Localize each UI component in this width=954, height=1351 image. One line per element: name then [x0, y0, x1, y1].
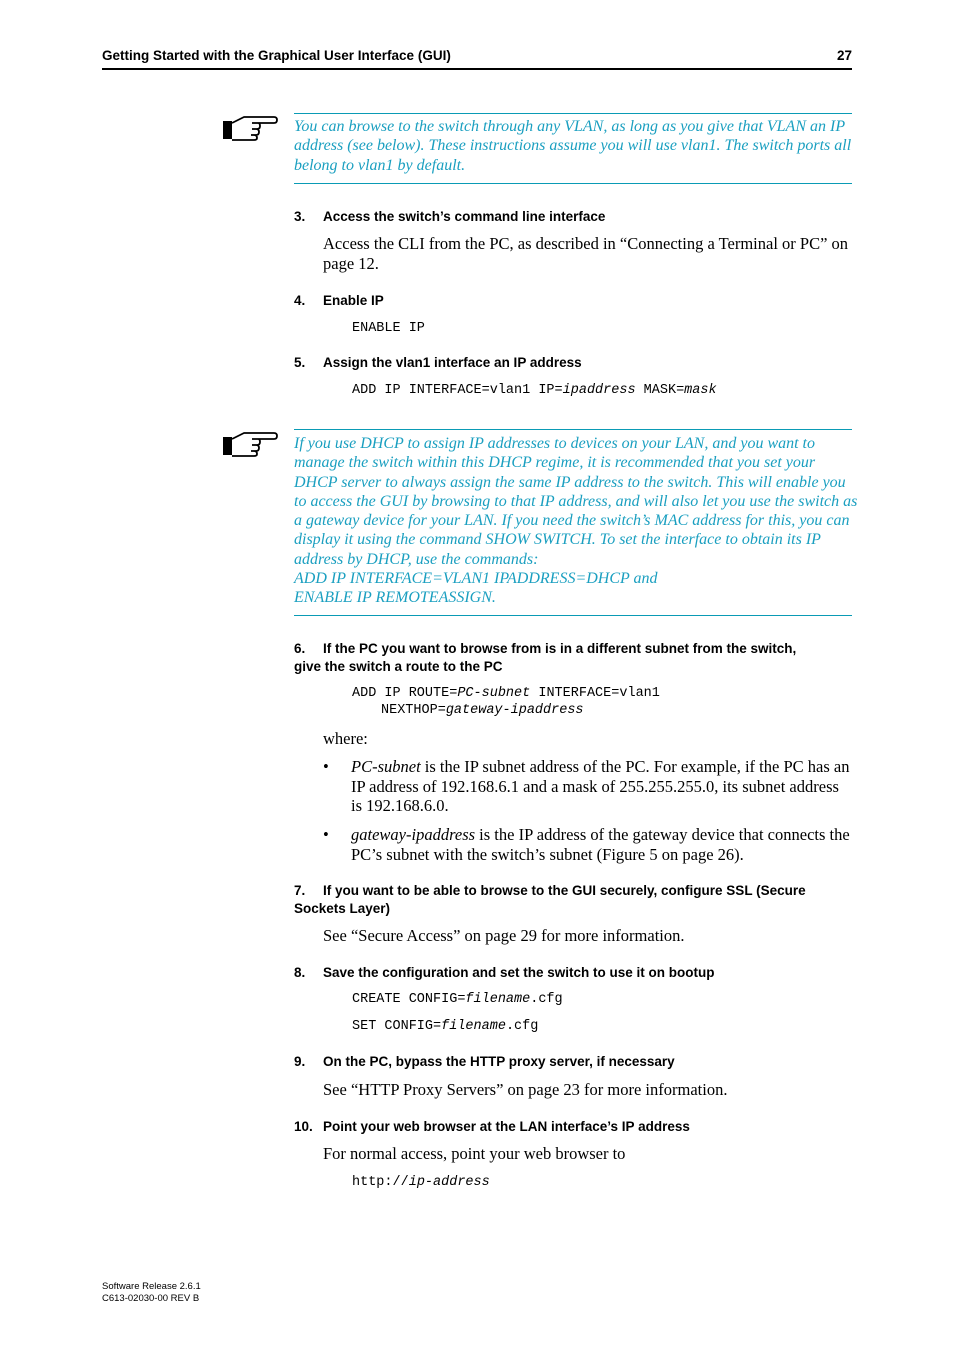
note-top-rule: [294, 113, 852, 114]
step-number: 10.: [294, 1119, 313, 1134]
step-10-body: For normal access, point your web browser to: [323, 1144, 626, 1163]
step-number: 4.: [294, 293, 306, 308]
step-title: Assign the vlan1 interface an IP address: [323, 355, 582, 370]
step-number: 9.: [294, 1054, 306, 1069]
step-title: Point your web browser at the LAN interface’s IP address: [323, 1119, 690, 1134]
header-rule: [102, 68, 852, 70]
step-9-heading: [294, 1053, 854, 1071]
step-5-heading: [294, 354, 854, 372]
bullet-marker: •: [323, 825, 329, 844]
code-enable-ip: ENABLE IP: [352, 321, 425, 336]
code-url: http://ip-address: [352, 1175, 490, 1190]
step-number: 6.: [294, 641, 306, 656]
pointing-hand-icon: [222, 112, 278, 142]
software-release: Software Release 2.6.1: [102, 1281, 201, 1292]
step-9-body: See “HTTP Proxy Servers” on page 23 for more information.: [323, 1080, 728, 1099]
step-10-heading: [294, 1118, 854, 1136]
note-bottom-rule: [294, 183, 852, 184]
step-8-heading: [294, 964, 854, 982]
code-add-ip-interface: ADD IP INTERFACE=vlan1 IP=ipaddress MASK=mask: [352, 383, 717, 398]
step-title: Save the configuration and set the switch to use it on bootup: [323, 965, 715, 980]
step-6-heading: 6. If the PC you want to browse from is in a different subnet from the switch, give the switch a route to the PC: [294, 641, 797, 674]
step-number: 8.: [294, 965, 306, 980]
note-bottom-rule: [294, 615, 852, 616]
bullet-marker: •: [323, 757, 329, 776]
note-text: You can browse to the switch through any VLAN, as long as you give that VLAN an IP address (see below). These instructions assume you will use vlan1. The switch ports all belong to vlan1 by default.: [294, 118, 852, 174]
step-3-heading: [294, 208, 854, 226]
page-number: 27: [836, 48, 852, 63]
step-title: Enable IP: [323, 293, 384, 308]
step-4-heading: [294, 292, 854, 310]
step-number: 3.: [294, 209, 306, 224]
code-nexthop: NEXTHOP=gateway-ipaddress: [381, 703, 584, 718]
step-7-heading: 7. If you want to be able to browse to the GUI securely, configure SSL (Secure Sockets Layer): [294, 883, 806, 916]
where-label: where:: [323, 729, 368, 748]
pointing-hand-icon: [222, 428, 278, 458]
step-title: On the PC, bypass the HTTP proxy server, if necessary: [323, 1054, 675, 1069]
code-set-config: SET CONFIG=filename.cfg: [352, 1019, 539, 1034]
page-footer: [102, 1281, 201, 1304]
note-text: If you use DHCP to assign IP addresses to devices on your LAN, and you want to manage the switch within this DHCP regime, it is recommended that you set your DHCP server to always assign the same IP address to the switch. This will enable you to access the GUI by browsing to that IP address, and will also let you use the switch as a gateway device for your LAN. If you need the switch’s MAC address for this, you can display it using the command SHOW SWITCH. To set the interface to obtain its IP address by DHCP, use the commands: ADD IP INTERFACE=VLAN1 IPADDRESS=DHCP and ENABLE IP REMOTEASSIGN.: [294, 435, 858, 607]
code-add-ip-route: ADD IP ROUTE=PC-subnet INTERFACE=vlan1: [352, 686, 660, 701]
step-title: Access the switch’s command line interface: [323, 209, 606, 224]
bullet-pc-subnet: PC-subnet is the IP subnet address of the PC. For example, if the PC has an IP address of 192.168.6.1 and a mask of 255.255.255.0, its subnet address is 192.168.6.0.: [351, 757, 850, 815]
running-header-title: Getting Started with the Graphical User Interface (GUI): [102, 48, 451, 63]
step-number: 7.: [294, 883, 306, 898]
note-top-rule: [294, 429, 852, 430]
bullet-gateway-ipaddress: gateway-ipaddress is the IP address of the gateway device that connects the PC’s subnet with the switch’s subnet (Figure 5 on page 26).: [351, 825, 850, 864]
step-3-body: Access the CLI from the PC, as described in “Connecting a Terminal or PC” on page 12.: [323, 234, 849, 273]
step-7-body: See “Secure Access” on page 29 for more information.: [323, 926, 685, 945]
document-code: C613-02030-00 REV B: [102, 1292, 200, 1304]
code-create-config: CREATE CONFIG=filename.cfg: [352, 992, 563, 1007]
step-number: 5.: [294, 355, 306, 370]
